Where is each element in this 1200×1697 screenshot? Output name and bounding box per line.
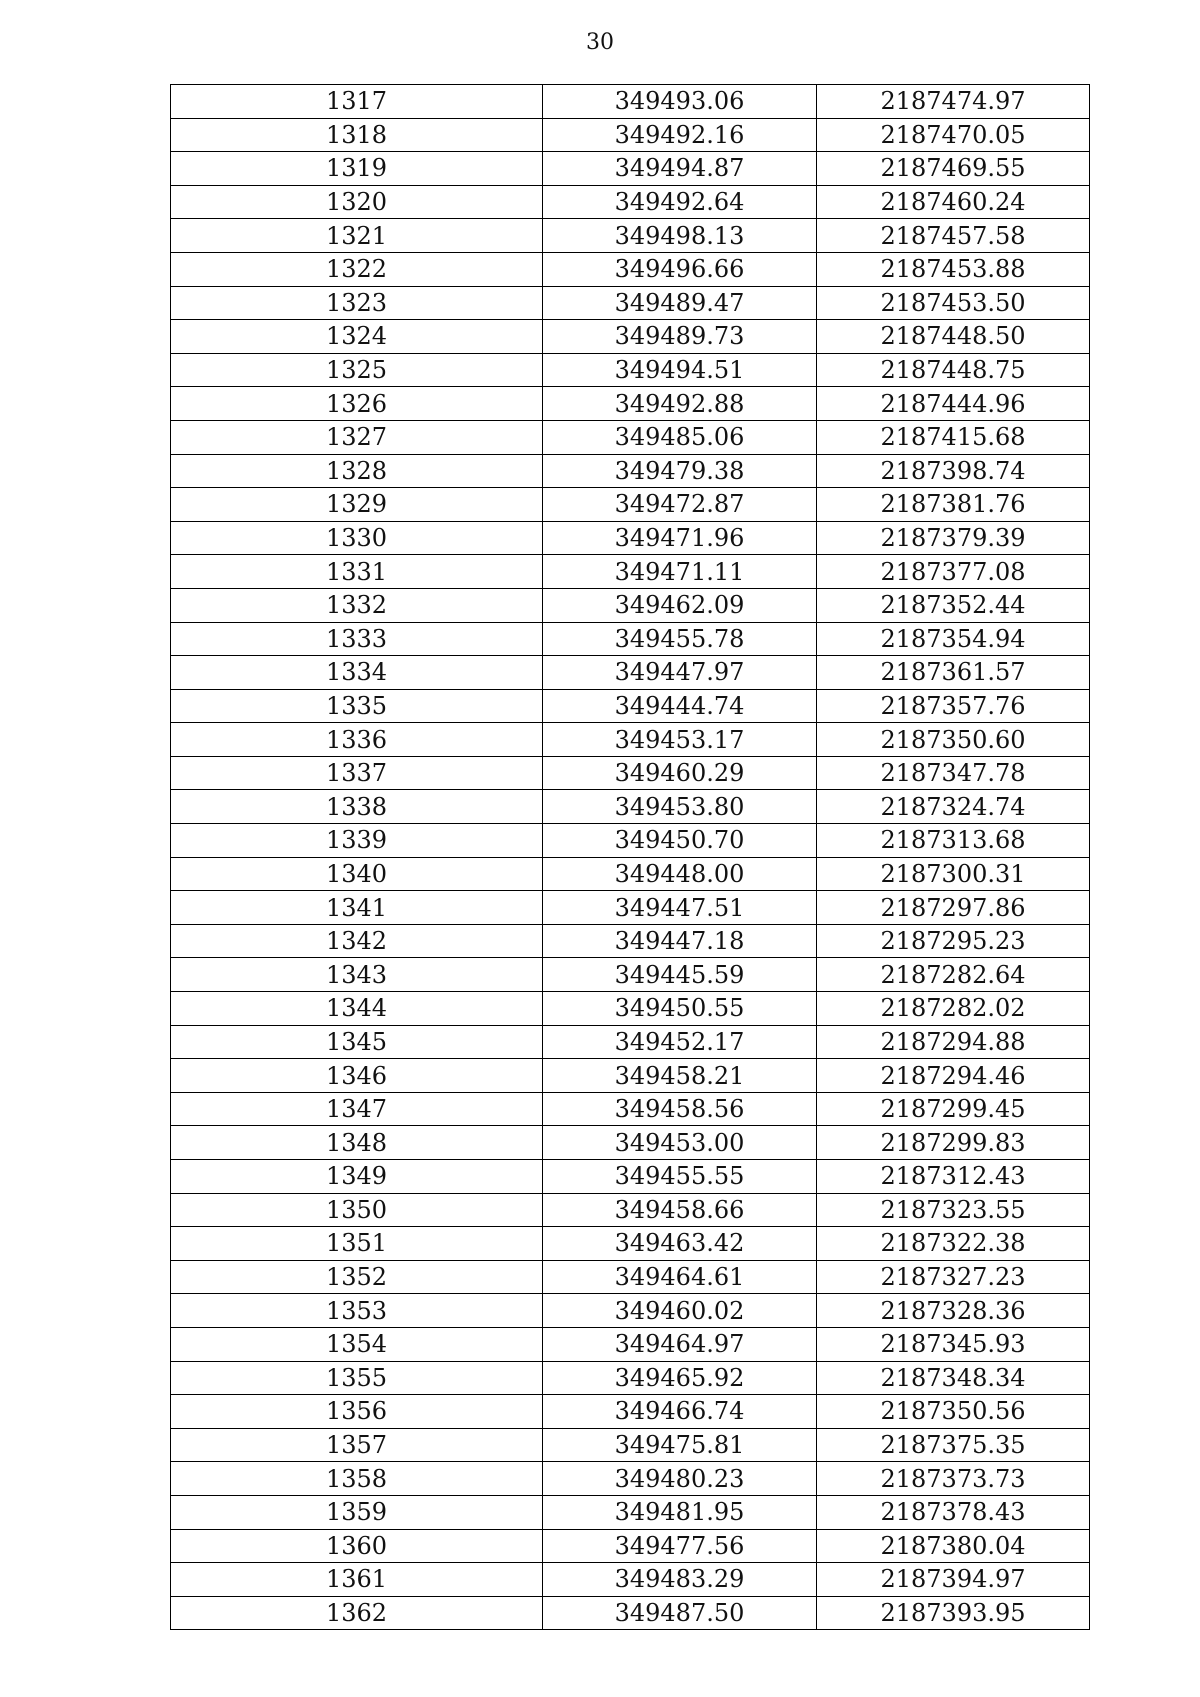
- table-row: [171, 1596, 1090, 1630]
- y-coordinate-cell: 2187294.88: [817, 1025, 1090, 1059]
- y-coordinate-cell: 2187297.86: [817, 891, 1090, 925]
- x-coordinate-cell: 349479.38: [543, 454, 817, 488]
- y-coordinate-cell: 2187354.94: [817, 622, 1090, 656]
- point-number-cell: 1348: [171, 1126, 543, 1160]
- y-coordinate-cell: 2187378.43: [817, 1495, 1090, 1529]
- table-row: [171, 420, 1090, 454]
- y-coordinate-cell: 2187444.96: [817, 387, 1090, 421]
- point-number-cell: 1323: [171, 286, 543, 320]
- table-row: [171, 454, 1090, 488]
- y-coordinate-cell: 2187361.57: [817, 656, 1090, 690]
- point-number-cell: 1331: [171, 555, 543, 589]
- x-coordinate-cell: 349496.66: [543, 252, 817, 286]
- point-number-cell: 1318: [171, 118, 543, 152]
- x-coordinate-cell: 349444.74: [543, 689, 817, 723]
- x-coordinate-cell: 349483.29: [543, 1563, 817, 1597]
- x-coordinate-cell: 349493.06: [543, 85, 817, 119]
- point-number-cell: 1317: [171, 85, 543, 119]
- x-coordinate-cell: 349458.66: [543, 1193, 817, 1227]
- table-row: [171, 891, 1090, 925]
- x-coordinate-cell: 349448.00: [543, 857, 817, 891]
- y-coordinate-cell: 2187381.76: [817, 488, 1090, 522]
- x-coordinate-cell: 349498.13: [543, 219, 817, 253]
- table-row: [171, 1361, 1090, 1395]
- point-number-cell: 1341: [171, 891, 543, 925]
- y-coordinate-cell: 2187448.50: [817, 320, 1090, 354]
- x-coordinate-cell: 349447.18: [543, 924, 817, 958]
- table-row: [171, 320, 1090, 354]
- table-row: [171, 1395, 1090, 1429]
- table-row: [171, 756, 1090, 790]
- y-coordinate-cell: 2187328.36: [817, 1294, 1090, 1328]
- point-number-cell: 1325: [171, 353, 543, 387]
- y-coordinate-cell: 2187394.97: [817, 1563, 1090, 1597]
- x-coordinate-cell: 349492.16: [543, 118, 817, 152]
- table-row: [171, 1059, 1090, 1093]
- point-number-cell: 1349: [171, 1160, 543, 1194]
- x-coordinate-cell: 349477.56: [543, 1529, 817, 1563]
- table-row: [171, 1025, 1090, 1059]
- x-coordinate-cell: 349460.29: [543, 756, 817, 790]
- y-coordinate-cell: 2187352.44: [817, 588, 1090, 622]
- point-number-cell: 1321: [171, 219, 543, 253]
- y-coordinate-cell: 2187324.74: [817, 790, 1090, 824]
- y-coordinate-cell: 2187453.50: [817, 286, 1090, 320]
- x-coordinate-cell: 349453.17: [543, 723, 817, 757]
- y-coordinate-cell: 2187282.64: [817, 958, 1090, 992]
- y-coordinate-cell: 2187348.34: [817, 1361, 1090, 1395]
- y-coordinate-cell: 2187322.38: [817, 1227, 1090, 1261]
- point-number-cell: 1337: [171, 756, 543, 790]
- x-coordinate-cell: 349494.51: [543, 353, 817, 387]
- x-coordinate-cell: 349471.11: [543, 555, 817, 589]
- x-coordinate-cell: 349453.00: [543, 1126, 817, 1160]
- x-coordinate-cell: 349466.74: [543, 1395, 817, 1429]
- x-coordinate-cell: 349492.64: [543, 185, 817, 219]
- y-coordinate-cell: 2187377.08: [817, 555, 1090, 589]
- table-row: [171, 992, 1090, 1026]
- y-coordinate-cell: 2187453.88: [817, 252, 1090, 286]
- point-number-cell: 1353: [171, 1294, 543, 1328]
- table-row: [171, 1428, 1090, 1462]
- y-coordinate-cell: 2187312.43: [817, 1160, 1090, 1194]
- y-coordinate-cell: 2187327.23: [817, 1260, 1090, 1294]
- point-number-cell: 1332: [171, 588, 543, 622]
- y-coordinate-cell: 2187379.39: [817, 521, 1090, 555]
- point-number-cell: 1334: [171, 656, 543, 690]
- x-coordinate-cell: 349492.88: [543, 387, 817, 421]
- y-coordinate-cell: 2187415.68: [817, 420, 1090, 454]
- x-coordinate-cell: 349480.23: [543, 1462, 817, 1496]
- point-number-cell: 1319: [171, 152, 543, 186]
- table-row: [171, 152, 1090, 186]
- table-row: [171, 1529, 1090, 1563]
- table-row: [171, 1227, 1090, 1261]
- x-coordinate-cell: 349464.97: [543, 1327, 817, 1361]
- point-number-cell: 1359: [171, 1495, 543, 1529]
- point-number-cell: 1330: [171, 521, 543, 555]
- point-number-cell: 1355: [171, 1361, 543, 1395]
- table-row: [171, 353, 1090, 387]
- table-row: [171, 857, 1090, 891]
- table-row: [171, 488, 1090, 522]
- y-coordinate-cell: 2187323.55: [817, 1193, 1090, 1227]
- y-coordinate-cell: 2187469.55: [817, 152, 1090, 186]
- y-coordinate-cell: 2187393.95: [817, 1596, 1090, 1630]
- table-row: [171, 1495, 1090, 1529]
- y-coordinate-cell: 2187448.75: [817, 353, 1090, 387]
- y-coordinate-cell: 2187300.31: [817, 857, 1090, 891]
- point-number-cell: 1333: [171, 622, 543, 656]
- y-coordinate-cell: 2187357.76: [817, 689, 1090, 723]
- point-number-cell: 1346: [171, 1059, 543, 1093]
- y-coordinate-cell: 2187474.97: [817, 85, 1090, 119]
- x-coordinate-cell: 349450.55: [543, 992, 817, 1026]
- x-coordinate-cell: 349489.73: [543, 320, 817, 354]
- x-coordinate-cell: 349450.70: [543, 824, 817, 858]
- coordinates-table-body: [171, 85, 1090, 1630]
- x-coordinate-cell: 349494.87: [543, 152, 817, 186]
- y-coordinate-cell: 2187375.35: [817, 1428, 1090, 1462]
- x-coordinate-cell: 349471.96: [543, 521, 817, 555]
- y-coordinate-cell: 2187460.24: [817, 185, 1090, 219]
- y-coordinate-cell: 2187457.58: [817, 219, 1090, 253]
- point-number-cell: 1324: [171, 320, 543, 354]
- point-number-cell: 1361: [171, 1563, 543, 1597]
- point-number-cell: 1357: [171, 1428, 543, 1462]
- table-row: [171, 1563, 1090, 1597]
- table-row: [171, 1160, 1090, 1194]
- point-number-cell: 1343: [171, 958, 543, 992]
- point-number-cell: 1329: [171, 488, 543, 522]
- table-row: [171, 1260, 1090, 1294]
- table-row: [171, 521, 1090, 555]
- y-coordinate-cell: 2187398.74: [817, 454, 1090, 488]
- table-row: [171, 286, 1090, 320]
- point-number-cell: 1350: [171, 1193, 543, 1227]
- table-row: [171, 1193, 1090, 1227]
- y-coordinate-cell: 2187295.23: [817, 924, 1090, 958]
- x-coordinate-cell: 349458.56: [543, 1092, 817, 1126]
- y-coordinate-cell: 2187299.83: [817, 1126, 1090, 1160]
- x-coordinate-cell: 349462.09: [543, 588, 817, 622]
- x-coordinate-cell: 349460.02: [543, 1294, 817, 1328]
- table-row: [171, 824, 1090, 858]
- point-number-cell: 1339: [171, 824, 543, 858]
- point-number-cell: 1336: [171, 723, 543, 757]
- table-row: [171, 387, 1090, 421]
- table-row: [171, 622, 1090, 656]
- y-coordinate-cell: 2187350.56: [817, 1395, 1090, 1429]
- table-row: [171, 656, 1090, 690]
- y-coordinate-cell: 2187373.73: [817, 1462, 1090, 1496]
- table-row: [171, 118, 1090, 152]
- x-coordinate-cell: 349447.97: [543, 656, 817, 690]
- table-row: [171, 1092, 1090, 1126]
- table-row: [171, 689, 1090, 723]
- point-number-cell: 1322: [171, 252, 543, 286]
- table-row: [171, 1462, 1090, 1496]
- y-coordinate-cell: 2187299.45: [817, 1092, 1090, 1126]
- point-number-cell: 1360: [171, 1529, 543, 1563]
- point-number-cell: 1347: [171, 1092, 543, 1126]
- point-number-cell: 1320: [171, 185, 543, 219]
- x-coordinate-cell: 349485.06: [543, 420, 817, 454]
- table-row: [171, 790, 1090, 824]
- point-number-cell: 1356: [171, 1395, 543, 1429]
- x-coordinate-cell: 349455.55: [543, 1160, 817, 1194]
- table-row: [171, 588, 1090, 622]
- point-number-cell: 1327: [171, 420, 543, 454]
- point-number-cell: 1345: [171, 1025, 543, 1059]
- point-number-cell: 1326: [171, 387, 543, 421]
- x-coordinate-cell: 349481.95: [543, 1495, 817, 1529]
- table-row: [171, 1294, 1090, 1328]
- coordinates-table: [170, 84, 1090, 1630]
- table-row: [171, 958, 1090, 992]
- x-coordinate-cell: 349487.50: [543, 1596, 817, 1630]
- y-coordinate-cell: 2187347.78: [817, 756, 1090, 790]
- table-row: [171, 219, 1090, 253]
- table-row: [171, 723, 1090, 757]
- table-row: [171, 1327, 1090, 1361]
- y-coordinate-cell: 2187470.05: [817, 118, 1090, 152]
- x-coordinate-cell: 349475.81: [543, 1428, 817, 1462]
- point-number-cell: 1358: [171, 1462, 543, 1496]
- page-number: 30: [586, 30, 614, 55]
- y-coordinate-cell: 2187282.02: [817, 992, 1090, 1026]
- y-coordinate-cell: 2187294.46: [817, 1059, 1090, 1093]
- x-coordinate-cell: 349447.51: [543, 891, 817, 925]
- x-coordinate-cell: 349458.21: [543, 1059, 817, 1093]
- table-row: [171, 555, 1090, 589]
- x-coordinate-cell: 349472.87: [543, 488, 817, 522]
- point-number-cell: 1338: [171, 790, 543, 824]
- x-coordinate-cell: 349455.78: [543, 622, 817, 656]
- point-number-cell: 1352: [171, 1260, 543, 1294]
- y-coordinate-cell: 2187380.04: [817, 1529, 1090, 1563]
- table-row: [171, 924, 1090, 958]
- point-number-cell: 1362: [171, 1596, 543, 1630]
- point-number-cell: 1351: [171, 1227, 543, 1261]
- y-coordinate-cell: 2187345.93: [817, 1327, 1090, 1361]
- table-row: [171, 252, 1090, 286]
- point-number-cell: 1342: [171, 924, 543, 958]
- point-number-cell: 1344: [171, 992, 543, 1026]
- table-row: [171, 185, 1090, 219]
- table-row: [171, 85, 1090, 119]
- x-coordinate-cell: 349453.80: [543, 790, 817, 824]
- point-number-cell: 1328: [171, 454, 543, 488]
- table-row: [171, 1126, 1090, 1160]
- y-coordinate-cell: 2187350.60: [817, 723, 1090, 757]
- x-coordinate-cell: 349489.47: [543, 286, 817, 320]
- x-coordinate-cell: 349464.61: [543, 1260, 817, 1294]
- x-coordinate-cell: 349445.59: [543, 958, 817, 992]
- x-coordinate-cell: 349463.42: [543, 1227, 817, 1261]
- point-number-cell: 1354: [171, 1327, 543, 1361]
- point-number-cell: 1340: [171, 857, 543, 891]
- point-number-cell: 1335: [171, 689, 543, 723]
- x-coordinate-cell: 349452.17: [543, 1025, 817, 1059]
- x-coordinate-cell: 349465.92: [543, 1361, 817, 1395]
- y-coordinate-cell: 2187313.68: [817, 824, 1090, 858]
